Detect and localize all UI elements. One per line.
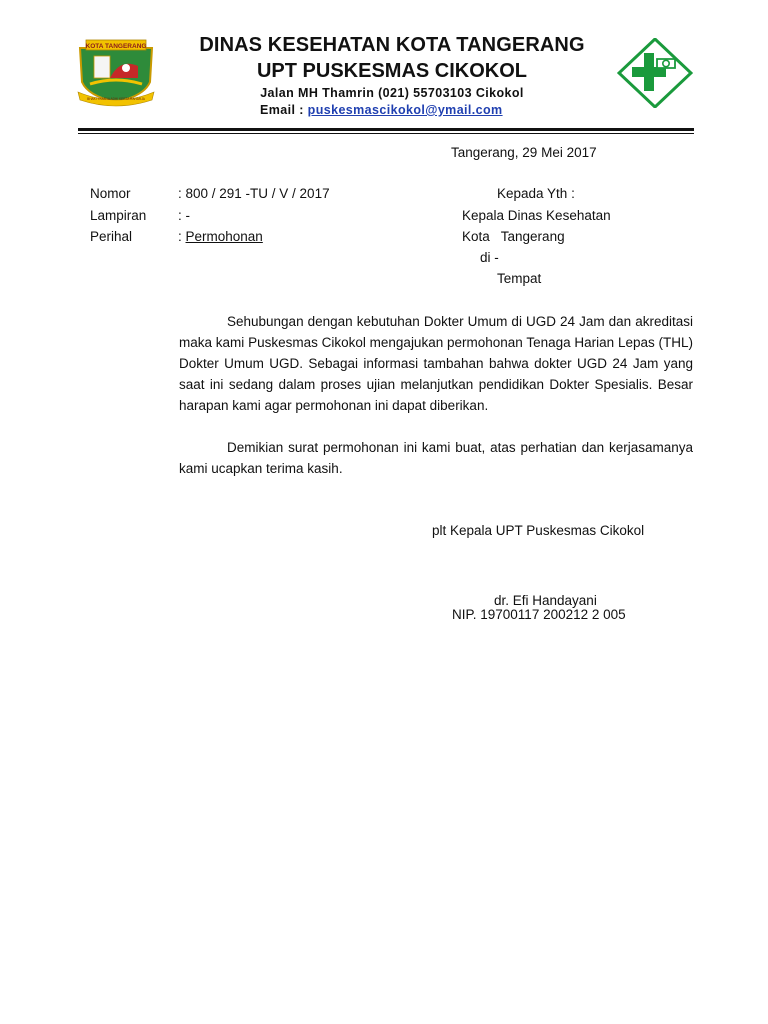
recipient-line-3: Kota Tangerang xyxy=(462,229,565,244)
body-paragraph-1: Sehubungan dengan kebutuhan Dokter Umum di UGD 24 Jam dan akreditasi maka kami Puskesmas Cikokol mengajukan permohonan Tenaga Harian Lepas (THL) Dokter Umum UGD. Sebagai informasi tambahan bahwa dokter UGD 24 Jam yang saat ini sedang dalam proses ujian melanjutkan pendidikan Dokter Spesialis. Besar harapan kami agar permohonan ini dapat diberikan. xyxy=(179,314,693,413)
email-label: Email : xyxy=(260,103,308,117)
perihal-colon: : xyxy=(178,229,186,244)
puskesmas-logo xyxy=(617,38,693,108)
unit-name: UPT PUSKESMAS CIKOKOL xyxy=(256,60,528,82)
logo-left-motto: BHAKTI KARYA ADHI KERTA RAHARJA xyxy=(87,97,145,101)
lampiran-value: : - xyxy=(178,208,190,223)
address-line: Jalan MH Thamrin (021) 55703103 Cikokol xyxy=(260,86,524,100)
body-paragraph-2: Demikian surat permohonan ini kami buat, atas perhatian dan kerjasamanya kami ucapkan terima kasih. xyxy=(179,440,693,476)
place-date: Tangerang, 29 Mei 2017 xyxy=(451,145,597,160)
header-rule-thin xyxy=(78,133,694,134)
signature-name: dr. Efi Handayani xyxy=(494,593,597,608)
perihal-field xyxy=(178,229,263,244)
signature-nip: NIP. 19700117 200212 2 005 xyxy=(452,607,626,622)
lampiran-label: Lampiran xyxy=(90,208,147,223)
nomor-label: Nomor xyxy=(90,186,131,201)
recipient-line-1: Kepada Yth : xyxy=(497,186,575,201)
logo-left-title: KOTA TANGERANG xyxy=(85,43,147,50)
nomor-value: : 800 / 291 -TU / V / 2017 xyxy=(178,186,330,201)
recipient-line-2: Kepala Dinas Kesehatan xyxy=(462,208,611,223)
agency-name: DINAS KESEHATAN KOTA TANGERANG xyxy=(199,34,585,56)
perihal-value: Permohonan xyxy=(185,229,263,244)
recipient-line-4: di - xyxy=(480,250,499,265)
kota-tangerang-logo xyxy=(74,38,158,108)
email-link[interactable]: puskesmascikokol@ymail.com xyxy=(307,103,503,117)
perihal-label: Perihal xyxy=(90,229,133,244)
signature-title: plt Kepala UPT Puskesmas Cikokol xyxy=(432,523,645,538)
email-line xyxy=(260,103,503,117)
recipient-line-5: Tempat xyxy=(497,271,542,286)
header-rule-thick xyxy=(78,128,694,131)
